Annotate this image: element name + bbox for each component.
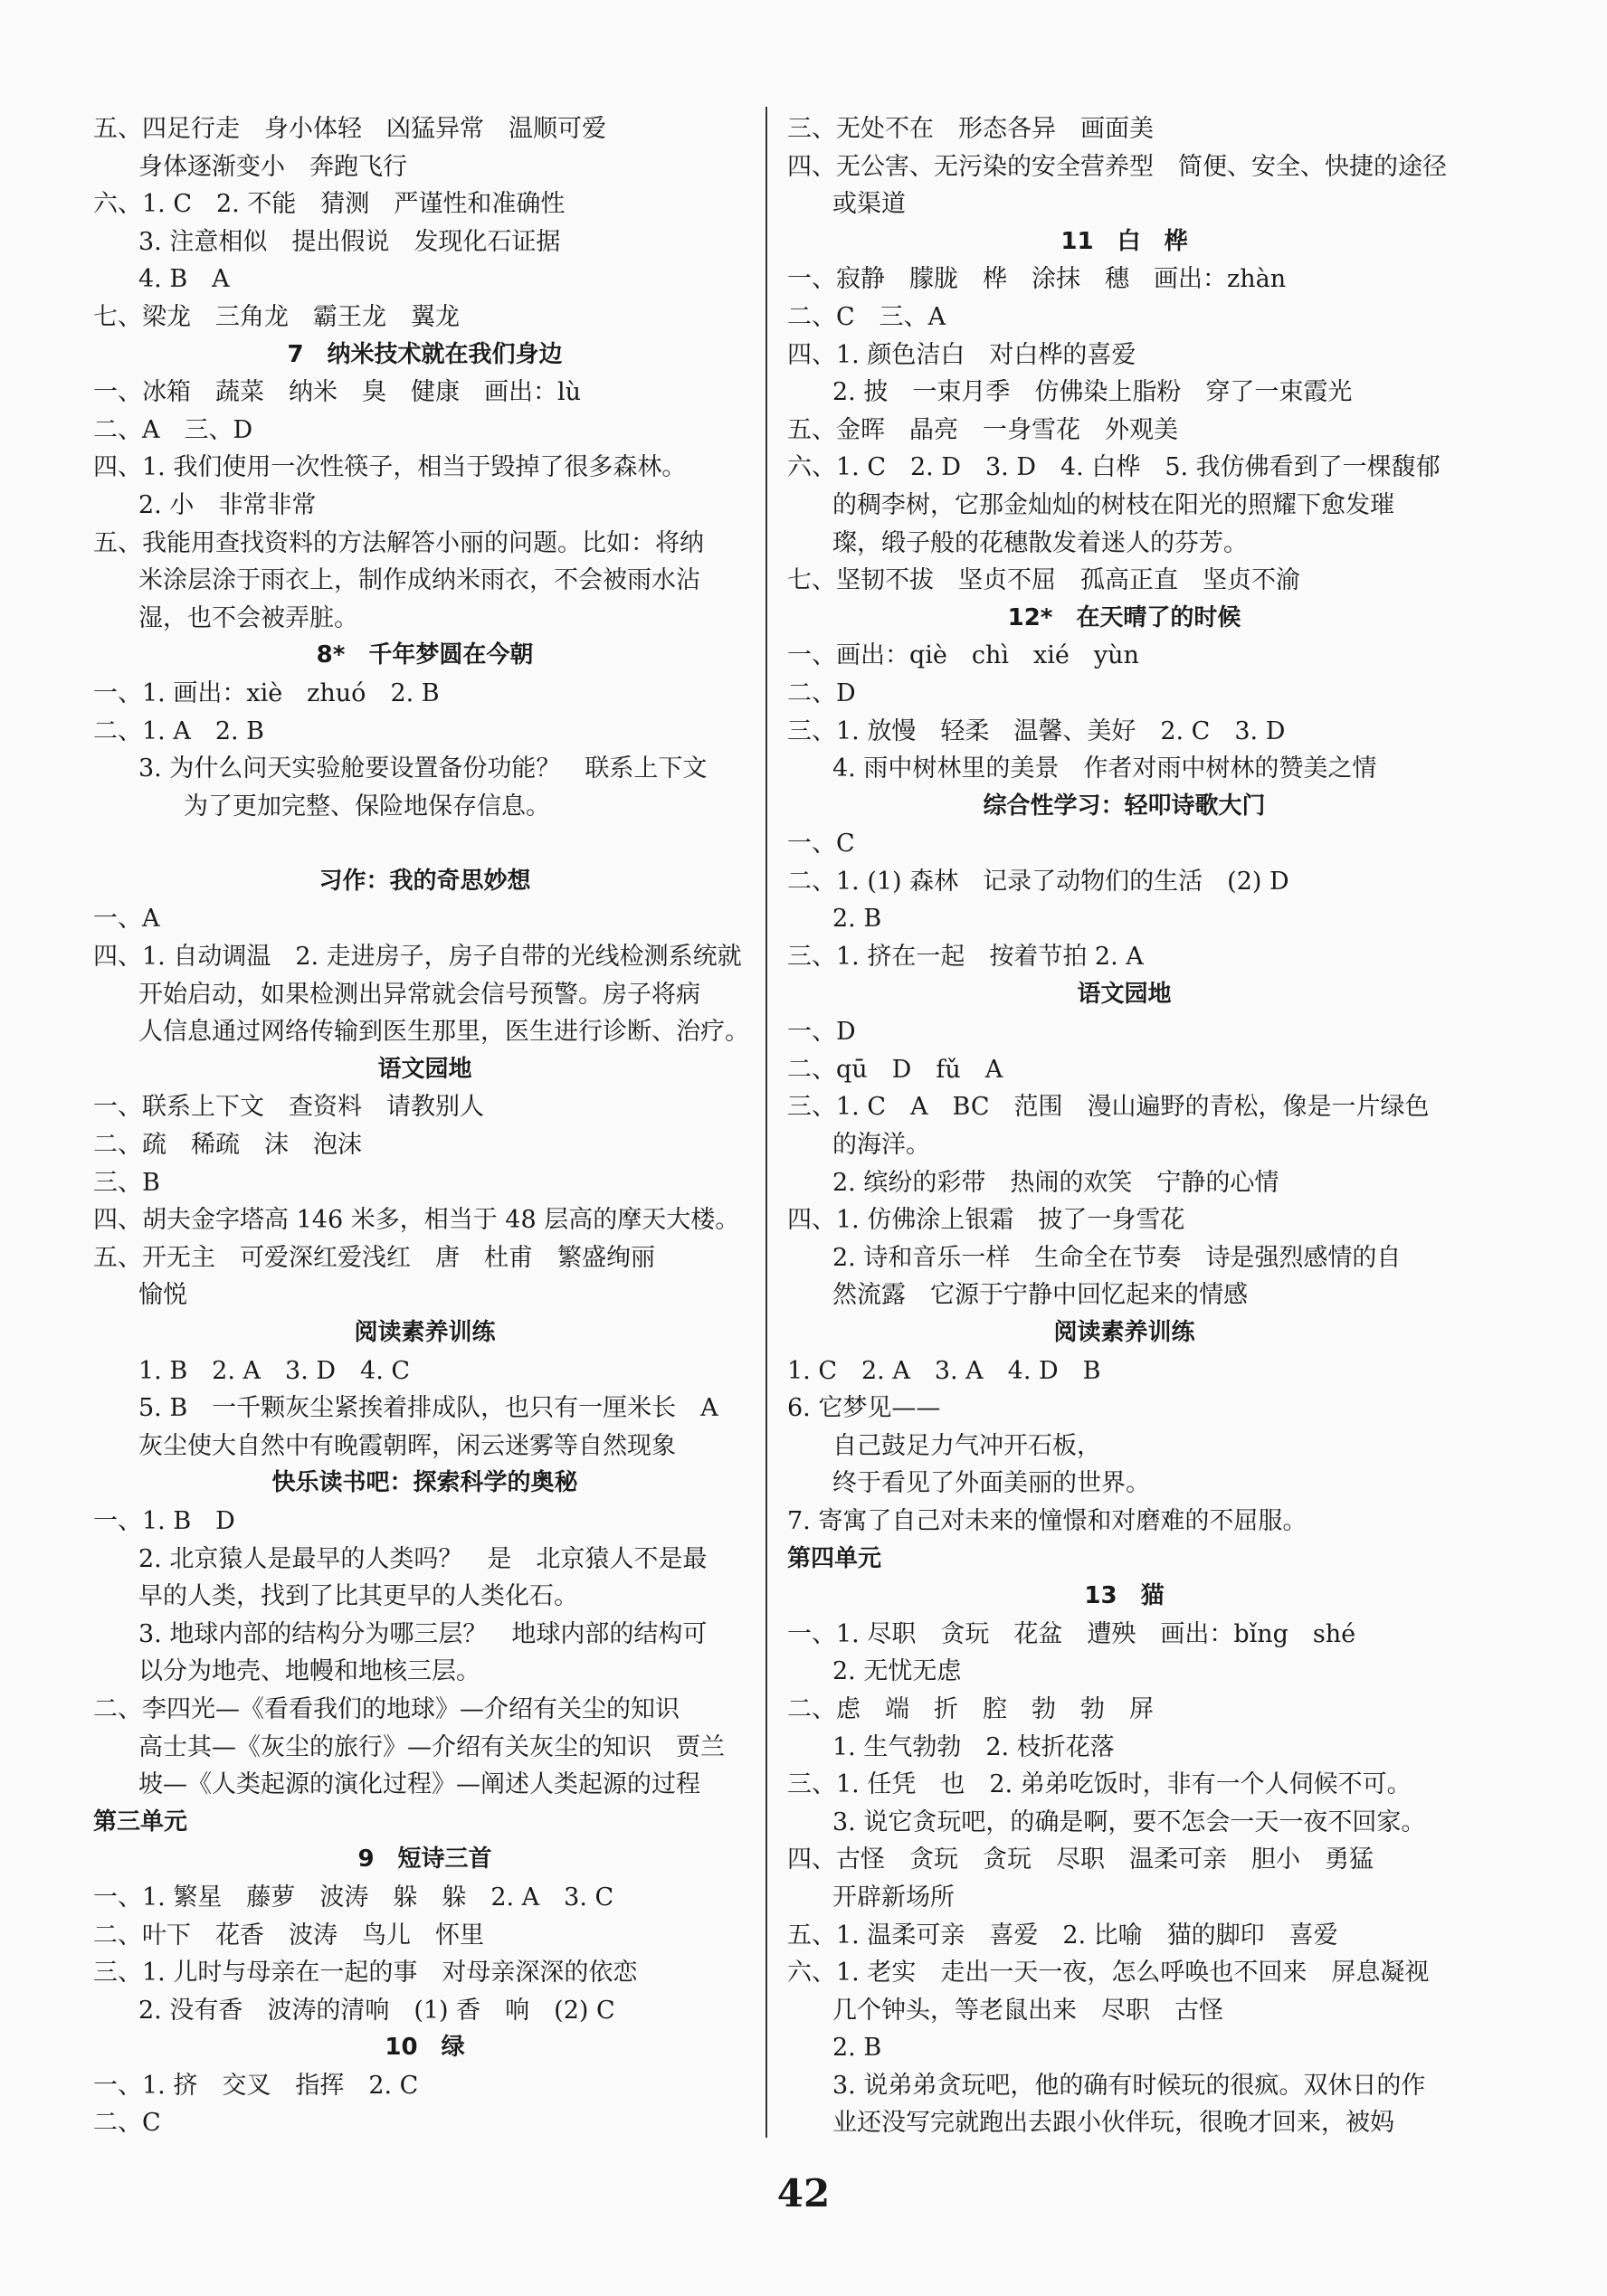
answer-line: 高士其—《灰尘的旅行》—介绍有关灰尘的知识 贾兰 (138, 1732, 725, 1761)
left-column (93, 110, 756, 2142)
answer-line: 人信息通过网络传输到医生那里，医生进行诊断、治疗。 (138, 1018, 749, 1047)
answer-line: 1. B 2. A 3. D 4. C (138, 1356, 411, 1385)
answer-line: 四、1. 我们使用一次性筷子，相当于毁掉了很多森林。 (93, 453, 687, 482)
answer-line: 一、C (787, 830, 855, 859)
answer-line: 6. 它梦见—— (787, 1394, 941, 1423)
section-title: 9 短诗三首 (357, 1845, 492, 1874)
answer-line: 璨，缎子般的花穗散发着迷人的芬芳。 (832, 528, 1248, 557)
answer-line: 三、1. 任凭 也 2. 弟弟吃饭时，非有一个人伺候不可。 (787, 1770, 1412, 1799)
answer-line: 一、1. 挤 交叉 指挥 2. C (93, 2071, 419, 2100)
answer-line: 二、qū D fǔ A (787, 1055, 1003, 1084)
answer-line: 2. 无忧无虑 (832, 1657, 962, 1686)
unit-heading: 第三单元 (93, 1807, 188, 1836)
answer-line: 2. B (832, 2034, 882, 2063)
answer-line: 五、金晖 晶亮 一身雪花 外观美 (787, 415, 1178, 444)
answer-line: 以分为地壳、地幔和地核三层。 (138, 1657, 480, 1686)
section-title: 快乐读书吧：探索科学的奥秘 (271, 1469, 578, 1497)
answer-line: 四、1. 颜色洁白 对白桦的喜爱 (787, 340, 1136, 369)
answer-line: 2. B (832, 905, 882, 934)
answer-line: 一、A (93, 905, 160, 934)
section-title: 阅读素养训练 (1053, 1319, 1195, 1346)
section-title: 11 白 桦 (1060, 227, 1188, 255)
answer-line: 七、坚韧不拔 坚贞不屈 孤高正直 坚贞不渝 (787, 566, 1300, 595)
blank-line (93, 825, 756, 863)
answer-line: 三、1. C A BC 范围 漫山遍野的青松，像是一片绿色 (787, 1093, 1430, 1122)
answer-line: 业还没写完就跑出去跟小伙伴玩，很晚才回来，被妈 (832, 2109, 1394, 2138)
answer-line: 开始启动，如果检测出异常就会信号预警。房子将病 (138, 980, 700, 1009)
answer-line: 四、胡夫金字塔高 146 米多，相当于 48 层高的摩天大楼。 (93, 1206, 740, 1235)
answer-line: 开辟新场所 (832, 1883, 955, 1912)
answer-line: 三、无处不在 形态各异 画面美 (787, 115, 1154, 143)
answer-line: 二、1. (1) 森林 记录了动物们的生活 (2) D (787, 867, 1289, 896)
answer-line: 身体逐渐变小 奔跑飞行 (138, 152, 407, 181)
answer-line: 的海洋。 (832, 1131, 930, 1160)
answer-line: 4. B A (138, 265, 230, 294)
answer-line: 一、1. B D (93, 1506, 235, 1535)
answer-line: 5. B 一千颗灰尘紧挨着排成队，也只有一厘米长 A (138, 1394, 718, 1423)
answer-line: 六、1. 老实 走出一天一夜，怎么呼唤也不回来 屏息凝视 (787, 1959, 1430, 1988)
answer-line: 二、1. A 2. B (93, 716, 265, 745)
answer-line: 二、疏 稀疏 沫 泡沫 (93, 1131, 362, 1160)
answer-line: 一、画出：qiè chì xié yùn (787, 641, 1139, 670)
answer-line: 五、我能用查找资料的方法解答小丽的问题。比如：将纳 (93, 528, 704, 557)
answer-line: 早的人类，找到了比其更早的人类化石。 (138, 1582, 578, 1611)
answer-line: 2. 缤纷的彩带 热闹的欢笑 宁静的心情 (832, 1168, 1279, 1197)
answer-line: 五、1. 温柔可亲 喜爱 2. 比喻 猫的脚印 喜爱 (787, 1921, 1338, 1950)
answer-line: 四、1. 自动调温 2. 走进房子，房子自带的光线检测系统就 (93, 943, 742, 972)
answer-line: 1. 生气勃勃 2. 枝折花落 (832, 1732, 1115, 1761)
answer-line: 五、四足行走 身小体轻 凶猛异常 温顺可爱 (93, 115, 606, 143)
answer-line: 米涂层涂于雨衣上，制作成纳米雨衣，不会被雨水沾 (138, 566, 700, 595)
answer-line: 7. 寄寓了自己对未来的憧憬和对磨难的不屈服。 (787, 1506, 1307, 1535)
answer-line: 一、1. 画出：xiè zhuó 2. B (93, 678, 440, 707)
column-divider (765, 107, 767, 2138)
unit-heading: 第四单元 (787, 1544, 882, 1572)
answer-line: 七、梁龙 三角龙 霸王龙 翼龙 (93, 302, 460, 331)
answer-line: 灰尘使大自然中有晚霞朝晖，闲云迷雾等自然现象 (138, 1431, 676, 1460)
answer-line: 二、李四光—《看看我们的地球》—介绍有关尘的知识 (93, 1694, 680, 1723)
answer-line: 六、1. C 2. 不能 猜测 严谨性和准确性 (93, 190, 566, 219)
answer-line: 二、A 三、D (93, 415, 253, 444)
section-title: 语文园地 (1077, 980, 1172, 1008)
answer-line: 二、叶下 花香 波涛 鸟儿 怀里 (93, 1921, 484, 1950)
answer-line: 几个钟头，等老鼠出来 尽职 古怪 (832, 1996, 1223, 2025)
section-title: 12* 在天晴了的时候 (1007, 603, 1241, 631)
answer-line: 一、冰箱 蔬菜 纳米 臭 健康 画出：lù (93, 378, 582, 407)
answer-line: 坡—《人类起源的演化过程》—阐述人类起源的过程 (138, 1770, 700, 1799)
answer-line: 一、寂静 朦胧 桦 涂抹 穗 画出：zhàn (787, 265, 1287, 294)
answer-line: 三、1. 儿时与母亲在一起的事 对母亲深深的依恋 (93, 1959, 638, 1988)
answer-line: 终于看见了外面美丽的世界。 (832, 1469, 1150, 1498)
answer-line: 二、虑 端 折 腔 勃 勃 屏 (787, 1694, 1154, 1723)
answer-line: 3. 说它贪玩吧，的确是啊，要不怎会一天一夜不回家。 (832, 1807, 1426, 1836)
answer-line: 为了更加完整、保险地保存信息。 (184, 792, 550, 821)
answer-line: 的稠李树，它那金灿灿的树枝在阳光的照耀下愈发璀 (832, 490, 1394, 519)
answer-line: 2. 小 非常非常 (138, 490, 317, 519)
answer-line: 四、无公害、无污染的安全营养型 简便、安全、快捷的途径 (787, 152, 1447, 181)
answer-line: 六、1. C 2. D 3. D 4. 白桦 5. 我仿佛看到了一棵馥郁 (787, 453, 1441, 482)
answer-line: 4. 雨中树林里的美景 作者对雨中树林的赞美之情 (832, 754, 1377, 783)
answer-line: 2. 没有香 波涛的清响 (1) 香 响 (2) C (138, 1996, 615, 2025)
answer-line: 二、C (93, 2109, 161, 2138)
answer-line: 愉悦 (138, 1281, 187, 1310)
answer-line: 三、1. 放慢 轻柔 温馨、美好 2. C 3. D (787, 716, 1286, 745)
answer-line: 二、C 三、A (787, 302, 946, 331)
answer-line: 五、开无主 可爱深红爱浅红 唐 杜甫 繁盛绚丽 (93, 1243, 655, 1272)
answer-line: 3. 说弟弟贪玩吧，他的确有时候玩的很疯。双休日的作 (832, 2071, 1426, 2100)
answer-line: 自己鼓足力气冲开石板， (832, 1431, 1101, 1460)
answer-line: 或渠道 (832, 190, 906, 219)
answer-line: 一、D (787, 1018, 856, 1047)
section-title: 语文园地 (377, 1055, 472, 1083)
section-title: 综合性学习：轻叩诗歌大门 (983, 792, 1266, 820)
page-number: 42 (776, 2171, 831, 2215)
answer-line: 四、1. 仿佛涂上银霜 披了一身雪花 (787, 1206, 1185, 1235)
answer-line: 三、1. 挤在一起 按着节拍 2. A (787, 943, 1144, 972)
answer-line: 2. 诗和音乐一样 生命全在节奏 诗是强烈感情的自 (832, 1243, 1402, 1272)
section-title: 习作：我的奇思妙想 (319, 867, 531, 895)
answer-line: 一、1. 尽职 贪玩 花盆 遭殃 画出：bǐng shé (787, 1619, 1356, 1648)
answer-line: 然流露 它源于宁静中回忆起来的情感 (832, 1281, 1248, 1310)
answer-line: 3. 地球内部的结构分为哪三层？ 地球内部的结构可 (138, 1619, 708, 1648)
section-title: 13 猫 (1084, 1582, 1165, 1610)
answer-line: 二、D (787, 678, 856, 707)
answer-line: 一、1. 繁星 藤萝 波涛 躲 躲 2. A 3. C (93, 1883, 614, 1912)
answer-line: 2. 披 一束月季 仿佛染上脂粉 穿了一束霞光 (832, 378, 1353, 407)
right-column (787, 110, 1461, 2142)
answer-line: 3. 为什么问天实验舱要设置备份功能？ 联系上下文 (138, 754, 708, 783)
section-title: 阅读素养训练 (354, 1319, 496, 1346)
section-title: 10 绿 (385, 2034, 465, 2062)
section-title: 8* 千年梦圆在今朝 (316, 641, 534, 669)
answer-line: 3. 注意相似 提出假说 发现化石证据 (138, 227, 561, 256)
answer-line: 1. C 2. A 3. A 4. D B (787, 1356, 1101, 1385)
section-title: 7 纳米技术就在我们身边 (287, 340, 563, 368)
answer-line: 四、古怪 贪玩 贪玩 尽职 温柔可亲 胆小 勇猛 (787, 1845, 1374, 1874)
answer-line: 湿，也不会被弄脏。 (138, 603, 358, 632)
answer-line: 2. 北京猿人是最早的人类吗？ 是 北京猿人不是最 (138, 1544, 708, 1573)
answer-line: 三、B (93, 1168, 160, 1197)
answer-line: 一、联系上下文 查资料 请教别人 (93, 1093, 484, 1122)
